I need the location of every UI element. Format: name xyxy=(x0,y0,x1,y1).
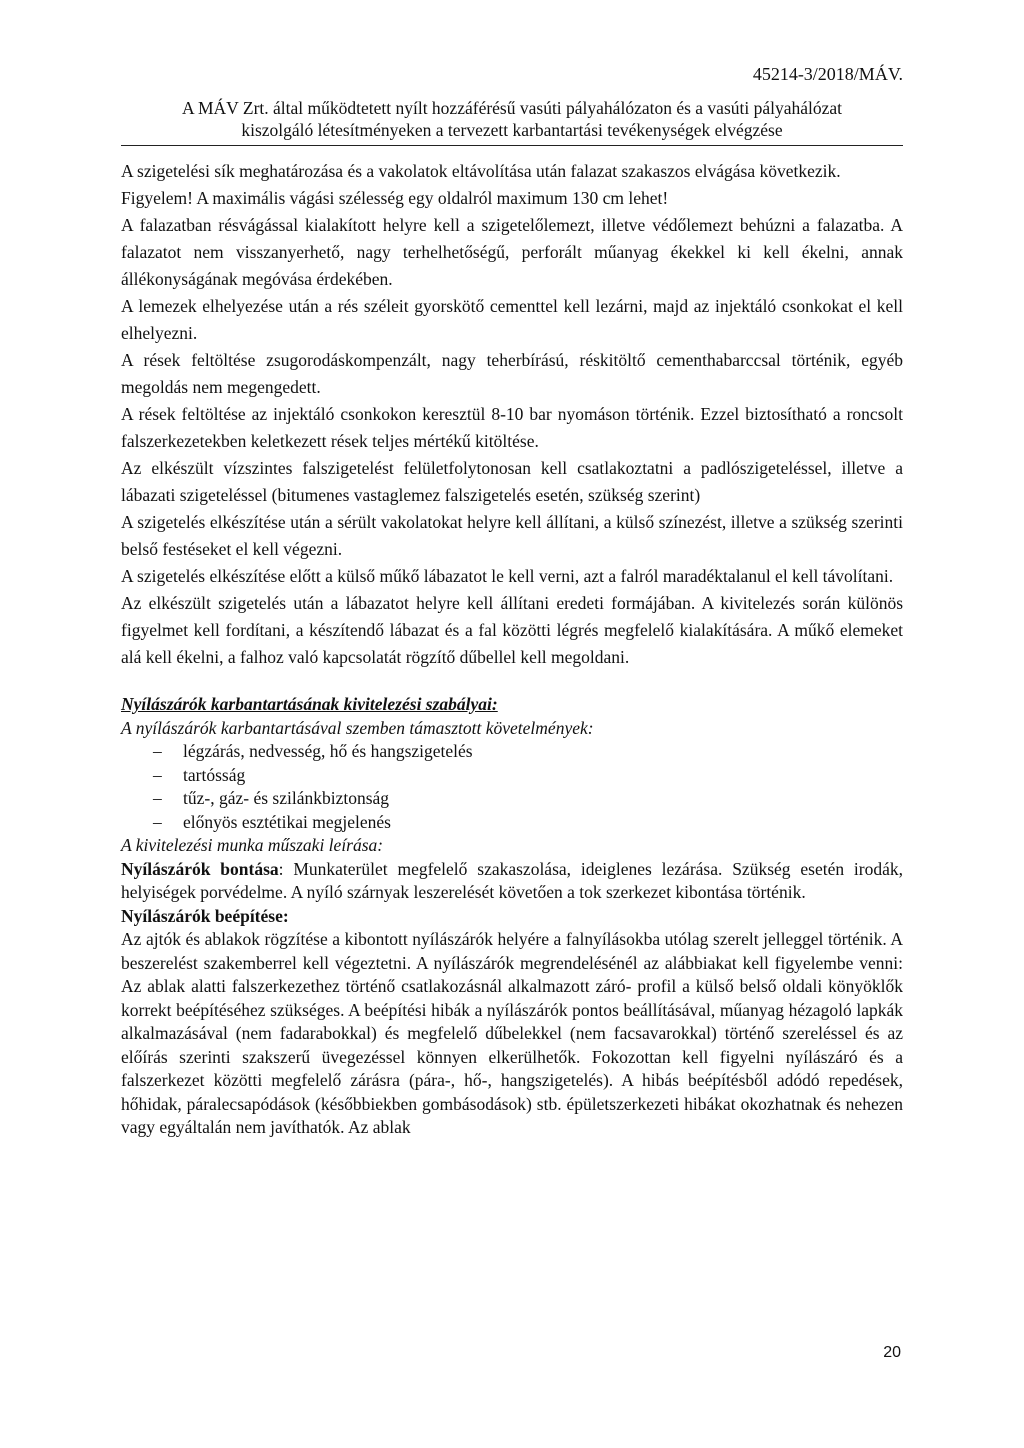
warning-paragraph: Figyelem! A maximális vágási szélesség egy oldalról maximum 130 cm lehet! xyxy=(121,188,669,208)
paragraph: A falazatban résvágással kialakított helyre kell a szigetelőlemezt, illetve védőlemezt behúzni a falazatba. A falazatot nem visszanyerhető, nagy terhelhetőségű, perforált műanyag ékekkel ki kell ékelni, annak állékonyságának megóvása érdekében. xyxy=(121,215,903,289)
document-reference: 45214-3/2018/MÁV. xyxy=(752,64,903,84)
section-gap xyxy=(121,671,903,693)
paragraph: Az elkészült szigetelés után a lábazatot helyre kell állítani eredeti formájában. A kivitelezés során különös figyelmet kell fordítani, a készítendő lábazat és a fal közötti légrés megfelelő kialakítására. A műkő elemeket alá kell ékelni, a falhoz való kapcsolatát rögzítő dűbellel kell megoldani. xyxy=(121,593,903,667)
section-nyilaszarok xyxy=(121,693,903,1140)
page-header xyxy=(121,97,903,141)
list-item: – előnyös esztétikai megjelenés xyxy=(121,811,903,835)
header-line-2: kiszolgáló létesítményeken a tervezett karbantartási tevékenységek elvégzése xyxy=(241,120,783,140)
paragraph: A rések feltöltése zsugorodáskompenzált, nagy teherbírású, réskitöltő cementhabarccsal történik, egyéb megoldás nem megengedett. xyxy=(121,350,903,397)
beepites-text: Az ajtók és ablakok rögzítése a kibontott nyílászárók helyére a falnyílásokba utólag szerelt jelleggel történik. A beszerelést szakemberrel kell végeztetni. A nyílászárók megrendelésénél az alábbiakat kell figyelembe venni: Az ablak alatti falszerkezethez történő csatlakozásnál alkalmazott záró- profil a külső belső oldali könyöklők korrekt beépítéséhez szükséges. A beépítési hibák a nyílászárók pontos beállításával, műanyag hézagoló lapkák alkalmazásával (nem fadarabokkal) és megfelelő dűbelekkel (nem facsavarokkal) történő szereléssel és az előírás szerinti szakszerű üvegezéssel könnyen elkerülhetők. Fokozottan kell figyelni nyílászáró és a falszerkezet közötti megfelelő zárásra (pára-, hő-, hangszigetelés). A hibás beépítésből adódó repedések, hőhidak, páralecsapódások (későbbiekben gombásodások) stb. épületszerkezeti hibákat okozhatnak és nehezen vagy egyáltalán nem javíthatók. Az ablak xyxy=(121,929,903,1137)
paragraph: A szigetelés elkészítése után a sérült vakolatokat helyre kell állítani, a külső színezést, illetve a szükség szerinti belső festéseket el kell végezni. xyxy=(121,512,903,559)
bontas-text: : Munkaterület megfelelő szakaszolása, ideiglenes lezárása. Szükség esetén irodák, helyiségek porvédelme. A nyíló szárnyak leszerelését követően a tok szerkezet kibontása történik. xyxy=(121,858,904,902)
paragraph: A szigetelési sík meghatározása és a vakolatok eltávolítása után falazat szakaszos elvágása következik. xyxy=(121,161,841,181)
page-body xyxy=(121,158,903,1140)
paragraph: A lemezek elhelyezése után a rés széleit gyorskötő cementtel kell lezárni, majd az injektáló csonkokat el kell elhelyezni. xyxy=(121,296,903,343)
requirements-list xyxy=(121,740,903,834)
beepites-label: Nyílászárók beépítése: xyxy=(121,905,289,926)
paragraph: A szigetelés elkészítése előtt a külső műkő lábazatot le kell verni, azt a falról maradéktalanul el kell távolítani. xyxy=(121,566,894,586)
paragraph: A rések feltöltése az injektáló csonkokon keresztül 8-10 bar nyomáson történik. Ezzel biztosítható a roncsolt falszerkezetekben keletkezett rések teljes mértékű kitöltése. xyxy=(121,404,903,451)
bontas-label: Nyílászárók bontása xyxy=(121,858,279,879)
header-line-1: A MÁV Zrt. által működtetett nyílt hozzáférésű vasúti pályahálózaton és a vasúti pályahálózat xyxy=(181,98,843,118)
paragraph: Az elkészült vízszintes falszigetelést felületfolytonosan kell csatlakoztatni a padlószigeteléssel, illetve a lábazati szigeteléssel (bitumenes vastaglemez falszigetelés esetén, szükség szerint) xyxy=(121,458,903,505)
header-divider xyxy=(121,145,903,146)
bontas-paragraph xyxy=(121,858,903,905)
page-number: 20 xyxy=(883,1344,901,1361)
section-heading: Nyílászárók karbantartásának kivitelezési szabályai: xyxy=(121,694,498,714)
requirements-subheading: A nyílászárók karbantartásával szemben támasztott követelmények: xyxy=(121,717,594,738)
technical-description-subheading: A kivitelezési munka műszaki leírása: xyxy=(121,835,384,855)
list-item: – tűz-, gáz- és szilánkbiztonság xyxy=(121,787,903,811)
list-item: – légzárás, nedvesség, hő és hangszigetelés xyxy=(121,740,903,764)
list-item: – tartósság xyxy=(121,764,903,788)
